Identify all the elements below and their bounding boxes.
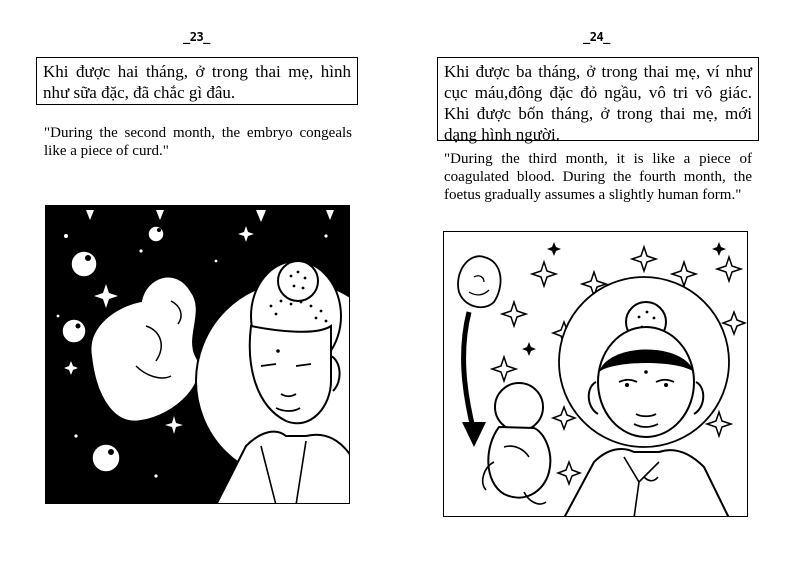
buddha-embryo-night-illustration [46,206,350,504]
illustration-second-month [45,205,350,504]
vietnamese-text-box-right [437,57,759,144]
buddha-foetus-illustration [444,232,748,517]
vietnamese-text-right: Khi được ba tháng, ở trong thai mẹ, ví như cục máu,đông đặc đỏ ngầu, vô tri vô giác. Khi được bốn tháng, ở trong thai mẹ, mới dạng hình người. [444,62,752,144]
illustration-third-fourth-month [443,231,748,517]
vietnamese-text-box-left [36,57,358,105]
english-text-right: "During the third month, it is like a piece of coagulated blood. During the fourth month, the foetus gradually assumes a slightly human form." [444,151,752,203]
page-number-right: _24_ [583,30,610,44]
english-quote-right [444,150,752,204]
vietnamese-text-left: Khi được hai tháng, ở trong thai mẹ, hình như sữa đặc, đã chắc gì đâu. [43,62,351,102]
english-quote-left [44,124,352,160]
english-text-left: "During the second month, the embryo congeals like a piece of curd." [44,125,352,159]
page-number-left: _23_ [183,30,210,44]
